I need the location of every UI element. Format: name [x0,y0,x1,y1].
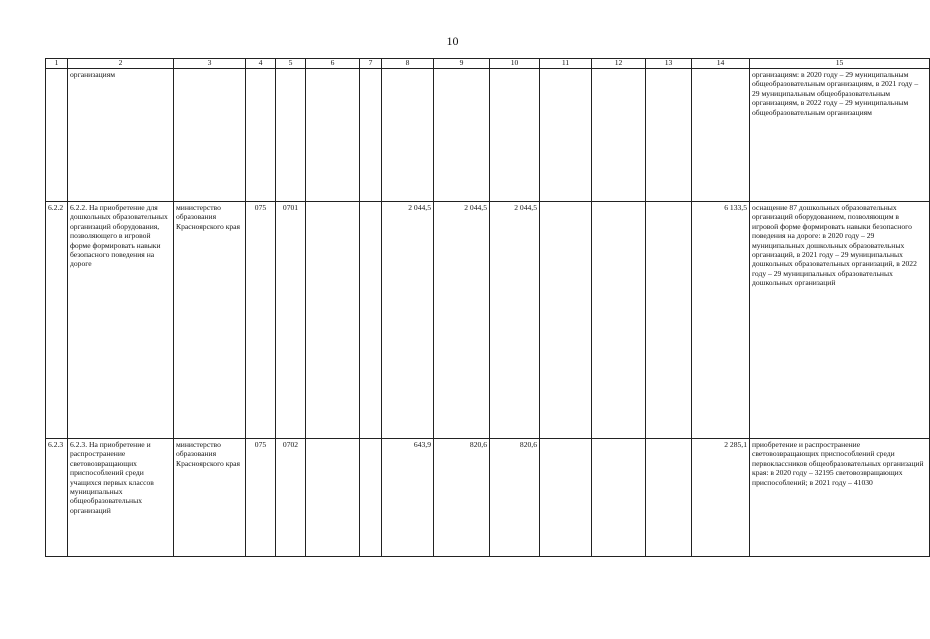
cell-col-8: 2 044,5 [382,202,434,439]
header-col-7: 7 [360,59,382,69]
header-col-11: 11 [540,59,592,69]
cell-col-9 [434,69,490,202]
cell-col-11 [540,69,592,202]
cell-col-9: 2 044,5 [434,202,490,439]
header-col-2: 2 [68,59,174,69]
table-row [46,439,930,557]
cell-index: 6.2.3 [46,439,68,557]
header-col-10: 10 [490,59,540,69]
cell-measure-name: 6.2.3. На приобретение и распространение световозвращающих приспособлений среди учащихся первых классов муниципальных общеобразовательных организаций [68,439,174,557]
cell-col-7 [360,69,382,202]
header-col-1: 1 [46,59,68,69]
cell-code-5: 0702 [276,439,306,557]
cell-col-7 [360,439,382,557]
cell-measure-name: организациям [68,69,174,202]
cell-col-10: 820,6 [490,439,540,557]
cell-result: оснащение 87 дошкольных образовательных организаций оборудованием, позволяющим в игровой форме формировать навыки безопасного поведения на дороге: в 2020 году – 29 муниципальных дошкольных образовательных организаций, в 2021 году – 29 муниципальных дошкольных образовательных организаций, в 2022 году – 29 муниципальных образовательных дошкольных организаций [750,202,930,439]
page-number: 10 [446,34,459,48]
cell-col-12 [592,202,646,439]
cell-col-6 [306,69,360,202]
cell-col-13 [646,439,692,557]
header-col-13: 13 [646,59,692,69]
cell-col-10: 2 044,5 [490,202,540,439]
cell-col-14: 2 285,1 [692,439,750,557]
header-col-5: 5 [276,59,306,69]
cell-code-4: 075 [246,439,276,557]
cell-col-6 [306,202,360,439]
cell-code-5: 0701 [276,202,306,439]
cell-col-14 [692,69,750,202]
table-row [46,69,930,202]
header-row [46,59,930,69]
cell-col-11 [540,439,592,557]
header-col-3: 3 [174,59,246,69]
cell-result: организациям: в 2020 году – 29 муниципальным общеобразовательным организациям, в 2021 году – 29 муниципальным общеобразовательным организациям, в 2022 году – 29 муниципальным общеобразовательным организациям [750,69,930,202]
header-col-4: 4 [246,59,276,69]
cell-col-10 [490,69,540,202]
header-col-8: 8 [382,59,434,69]
header-col-6: 6 [306,59,360,69]
cell-executor [174,69,246,202]
cell-col-14: 6 133,5 [692,202,750,439]
cell-col-11 [540,202,592,439]
header-col-14: 14 [692,59,750,69]
cell-col-9: 820,6 [434,439,490,557]
cell-executor: министерство образования Красноярского края [174,202,246,439]
cell-code-4: 075 [246,202,276,439]
header-col-12: 12 [592,59,646,69]
cell-col-8 [382,69,434,202]
cell-code-5 [276,69,306,202]
header-col-9: 9 [434,59,490,69]
cell-index: 6.2.2 [46,202,68,439]
header-col-15: 15 [750,59,930,69]
cell-col-6 [306,439,360,557]
budget-table [45,58,930,557]
cell-col-13 [646,69,692,202]
cell-code-4 [246,69,276,202]
cell-executor: министерство образования Красноярского края [174,439,246,557]
cell-result: приобретение и распространение световозвращающих приспособлений среди первоклассников общеобразовательных организаций края: в 2020 году – 32195 световозвращающих приспособлений; в 2021 году – 41030 [750,439,930,557]
cell-col-8: 643,9 [382,439,434,557]
cell-col-12 [592,69,646,202]
cell-col-13 [646,202,692,439]
cell-index [46,69,68,202]
table-row [46,202,930,439]
cell-col-12 [592,439,646,557]
cell-measure-name: 6.2.2. На приобретение для дошкольных образовательных организаций оборудования, позволяющего в игровой форме формировать навыки безопасного поведения на дороге [68,202,174,439]
cell-col-7 [360,202,382,439]
